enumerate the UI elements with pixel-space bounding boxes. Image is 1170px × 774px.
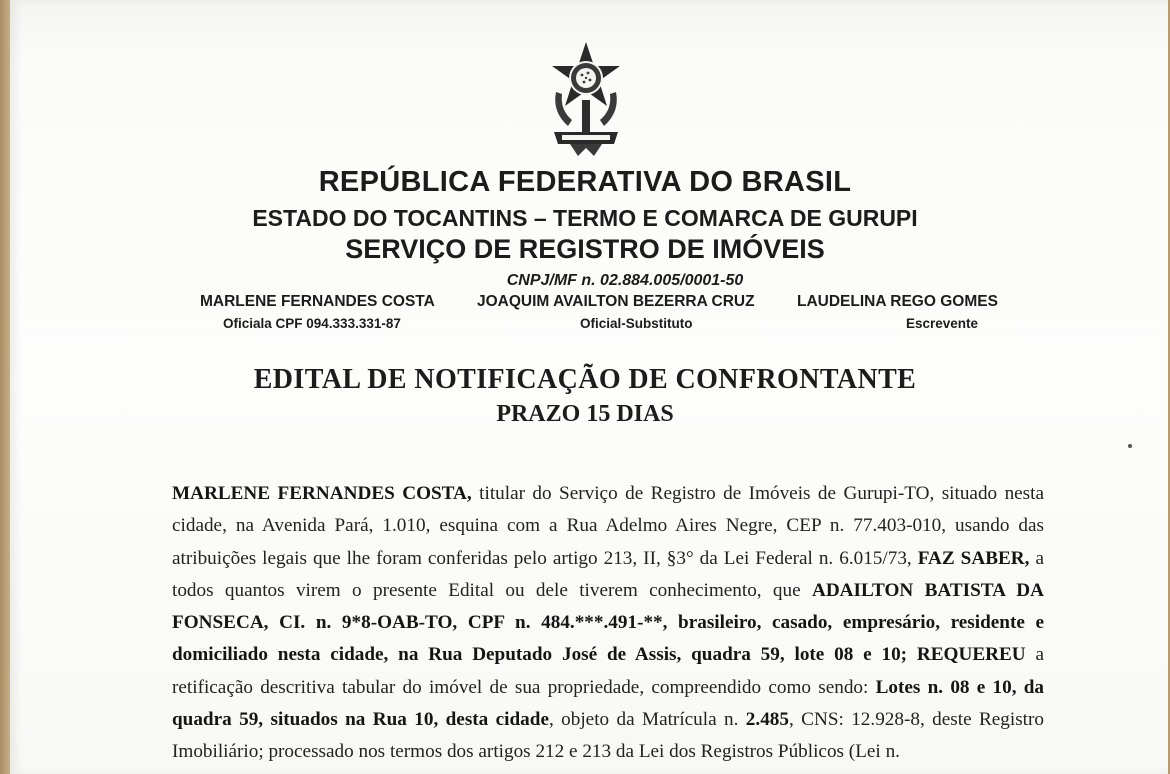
segment: a todos quantos virem o presente Edital ou dele tiverem conhecimento, que <box>172 547 1044 601</box>
republic-heading: REPÚBLICA FEDERATIVA DO BRASIL <box>318 166 852 198</box>
edict-body-paragraph <box>172 478 1044 769</box>
staff-name-3: LAUDELINA REGO GOMES <box>797 293 998 310</box>
segment: titular do Serviço de Registro de Imóveis de Gurupi-TO, situado nesta cidade, na Avenida Pará, 1.010, esquina com a Rua Adelmo Aires Negre, CEP n. 77.403-010, usando das atribuições legais que lhe foram conferidas pelo artigo 213, II, §3° da Lei Federal n. 6.015/73, <box>172 483 1044 569</box>
edict-title: EDITAL DE NOTIFICAÇÃO DE CONFRONTANTE <box>253 364 917 395</box>
staff-name-2: JOAQUIM AVAILTON BEZERRA CRUZ <box>477 293 755 310</box>
segment: 2.485 <box>745 709 789 731</box>
cnpj-line: CNPJ/MF n. 02.884.005/0001-50 <box>506 272 744 289</box>
segment: Lotes n. 08 e 10, da quadra 59, situados na Rua 10, desta cidade <box>172 676 1045 731</box>
segment: a retificação descritiva tabular do imóvel de sua propriedade, compreendido como sendo: <box>172 644 1044 698</box>
service-heading: SERVIÇO DE REGISTRO DE IMÓVEIS <box>345 234 825 264</box>
state-heading: ESTADO DO TOCANTINS – TERMO E COMARCA DE GURUPI <box>252 205 918 231</box>
segment <box>907 644 917 665</box>
staff-role-3: Escrevente <box>906 316 979 331</box>
edict-deadline: PRAZO 15 DIAS <box>496 401 674 427</box>
segment: FAZ SABER, <box>917 547 1030 569</box>
speck <box>1128 444 1132 448</box>
segment: MARLENE FERNANDES COSTA, <box>172 483 472 504</box>
segment: ADAILTON BATISTA DA FONSECA, CI. n. 9*8-OAB-TO, CPF n. 484.***.491-**, brasileiro, casado, empresário, residente e domiciliado nesta cidade, na Rua Deputado José de Assis, quadra 59, lote 08 e 10; <box>172 579 1045 666</box>
segment: , objeto da Matrícula n. <box>548 709 746 731</box>
staff-role-2: Oficial-Substituto <box>580 316 693 331</box>
segment: REQUEREU <box>916 644 1026 666</box>
staff-name-1: MARLENE FERNANDES COSTA <box>200 293 435 310</box>
segment: , CNS: 12.928-8, deste Registro Imobiliário; processado nos termos dos artigos 212 e 213 da Lei dos Registros Públicos (Lei n. <box>172 709 1044 763</box>
staff-role-1: Oficiala CPF 094.333.331-87 <box>223 316 401 331</box>
coat-of-arms-seal <box>548 40 624 158</box>
